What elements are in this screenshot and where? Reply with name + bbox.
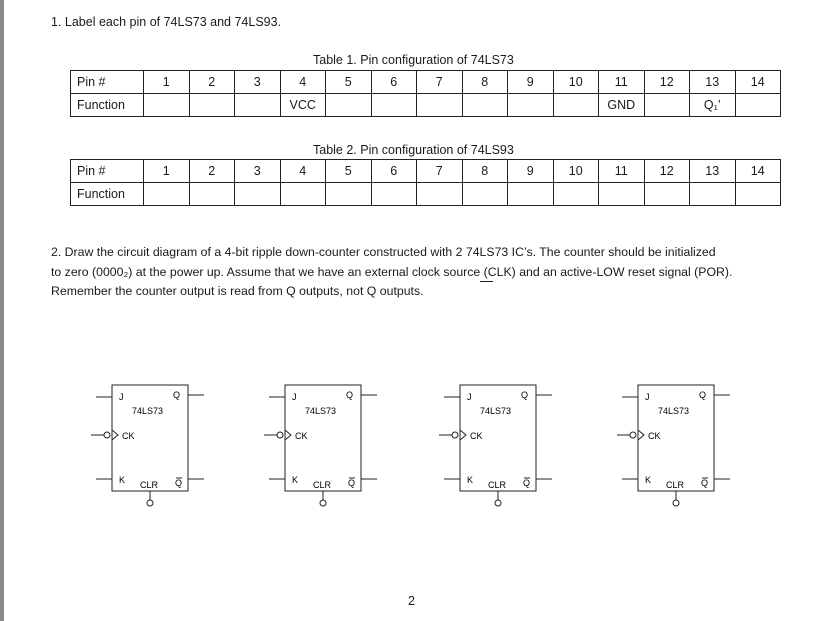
question-2-line-3: Remember the counter output is read from Q outputs, not Q outputs. bbox=[51, 284, 424, 298]
function-cell[interactable] bbox=[462, 183, 508, 206]
pin-number: 4 bbox=[280, 160, 326, 183]
question-2 bbox=[51, 243, 781, 302]
function-cell[interactable] bbox=[553, 94, 599, 117]
pin-header-label: Pin # bbox=[71, 71, 144, 94]
pin-number: 14 bbox=[735, 71, 781, 94]
pin-number: 1 bbox=[144, 160, 190, 183]
jk-flipflop-2 bbox=[259, 375, 381, 515]
pin-number: 14 bbox=[735, 160, 781, 183]
k-input-label: K bbox=[292, 475, 299, 485]
clr-input-label: CLR bbox=[313, 480, 332, 490]
q-output-label: Q bbox=[173, 390, 181, 400]
q-output-label: Q bbox=[346, 390, 354, 400]
pin-number: 5 bbox=[326, 160, 372, 183]
jk-flipflop-4 bbox=[612, 375, 734, 515]
pin-number: 12 bbox=[644, 160, 690, 183]
function-cell[interactable]: Q₁’ bbox=[690, 94, 736, 117]
page-number: 2 bbox=[408, 594, 415, 608]
function-cell[interactable] bbox=[417, 94, 463, 117]
ck-input-label: CK bbox=[295, 431, 308, 441]
question-2-line-1: 2. Draw the circuit diagram of a 4-bit ripple down-counter constructed with 2 74LS73 IC’s. The counter should be initialized bbox=[51, 245, 716, 259]
pin-number: 12 bbox=[644, 71, 690, 94]
pin-number: 6 bbox=[371, 71, 417, 94]
clr-input-label: CLR bbox=[666, 480, 685, 490]
function-cell[interactable] bbox=[644, 94, 690, 117]
function-cell[interactable]: VCC bbox=[280, 94, 326, 117]
pin-number: 2 bbox=[189, 160, 235, 183]
j-input-label: J bbox=[645, 392, 650, 402]
qbar-output-label: Q bbox=[175, 478, 183, 488]
question-2-line-2: to zero (0000₂) at the power up. Assume that we have an external clock source (CLK) and an active-LOW reset signal (POR). bbox=[51, 264, 733, 279]
pin-number: 10 bbox=[553, 160, 599, 183]
chip-label: 74LS73 bbox=[132, 406, 164, 416]
function-cell[interactable] bbox=[417, 183, 463, 206]
question-1: 1. Label each pin of 74LS73 and 74LS93. bbox=[51, 15, 282, 29]
j-input-label: J bbox=[467, 392, 472, 402]
function-cell[interactable] bbox=[326, 183, 372, 206]
qbar-output-label: Q bbox=[701, 478, 709, 488]
function-cell[interactable] bbox=[462, 94, 508, 117]
ck-input-label: CK bbox=[122, 431, 135, 441]
function-cell[interactable] bbox=[144, 94, 190, 117]
function-cell[interactable] bbox=[189, 94, 235, 117]
function-row-label: Function bbox=[71, 94, 144, 117]
pin-number: 5 bbox=[326, 71, 372, 94]
function-cell[interactable] bbox=[326, 94, 372, 117]
pin-number: 7 bbox=[417, 71, 463, 94]
q-output-label: Q bbox=[521, 390, 529, 400]
pin-number: 6 bbox=[371, 160, 417, 183]
pin-number: 9 bbox=[508, 71, 554, 94]
table-2-caption: Table 2. Pin configuration of 74LS93 bbox=[313, 143, 514, 157]
pin-number: 9 bbox=[508, 160, 554, 183]
pin-number: 3 bbox=[235, 71, 281, 94]
pin-number: 11 bbox=[599, 160, 645, 183]
chip-label: 74LS73 bbox=[305, 406, 337, 416]
function-cell[interactable] bbox=[235, 94, 281, 117]
function-cell[interactable] bbox=[508, 94, 554, 117]
function-cell[interactable] bbox=[371, 94, 417, 117]
table-row bbox=[71, 183, 781, 206]
function-cell[interactable] bbox=[553, 183, 599, 206]
j-input-label: J bbox=[292, 392, 297, 402]
pin-number: 10 bbox=[553, 71, 599, 94]
pin-number: 8 bbox=[462, 160, 508, 183]
qbar-output-label: Q bbox=[348, 478, 356, 488]
ck-input-label: CK bbox=[648, 431, 661, 441]
chip-label: 74LS73 bbox=[480, 406, 512, 416]
page-edge bbox=[0, 0, 4, 621]
function-cell[interactable] bbox=[599, 183, 645, 206]
function-row-label: Function bbox=[71, 183, 144, 206]
pin-header-label: Pin # bbox=[71, 160, 144, 183]
table-row bbox=[71, 94, 781, 117]
k-input-label: K bbox=[467, 475, 474, 485]
table-row bbox=[71, 71, 781, 94]
q-bar-overline bbox=[480, 281, 493, 282]
jk-flipflop-1 bbox=[86, 375, 208, 515]
function-cell[interactable] bbox=[735, 183, 781, 206]
clr-input-label: CLR bbox=[488, 480, 507, 490]
pin-number: 13 bbox=[690, 160, 736, 183]
table-1-pin-config-74ls73 bbox=[70, 70, 781, 117]
ck-input-label: CK bbox=[470, 431, 483, 441]
function-cell[interactable] bbox=[235, 183, 281, 206]
function-cell[interactable] bbox=[508, 183, 554, 206]
function-cell[interactable] bbox=[144, 183, 190, 206]
table-2-pin-config-74ls93 bbox=[70, 159, 781, 206]
table-row bbox=[71, 160, 781, 183]
function-cell[interactable] bbox=[735, 94, 781, 117]
function-cell[interactable] bbox=[189, 183, 235, 206]
chip-label: 74LS73 bbox=[658, 406, 690, 416]
q-output-label: Q bbox=[699, 390, 707, 400]
function-cell[interactable] bbox=[644, 183, 690, 206]
jk-flipflop-3 bbox=[434, 375, 556, 515]
table-1-caption: Table 1. Pin configuration of 74LS73 bbox=[313, 53, 514, 67]
qbar-output-label: Q bbox=[523, 478, 531, 488]
k-input-label: K bbox=[119, 475, 126, 485]
pin-number: 8 bbox=[462, 71, 508, 94]
pin-number: 11 bbox=[599, 71, 645, 94]
clr-input-label: CLR bbox=[140, 480, 159, 490]
k-input-label: K bbox=[645, 475, 652, 485]
function-cell[interactable]: GND bbox=[599, 94, 645, 117]
pin-number: 1 bbox=[144, 71, 190, 94]
function-cell[interactable] bbox=[690, 183, 736, 206]
pin-number: 2 bbox=[189, 71, 235, 94]
function-cell[interactable] bbox=[280, 183, 326, 206]
function-cell[interactable] bbox=[371, 183, 417, 206]
pin-number: 3 bbox=[235, 160, 281, 183]
pin-number: 13 bbox=[690, 71, 736, 94]
pin-number: 7 bbox=[417, 160, 463, 183]
pin-number: 4 bbox=[280, 71, 326, 94]
j-input-label: J bbox=[119, 392, 124, 402]
